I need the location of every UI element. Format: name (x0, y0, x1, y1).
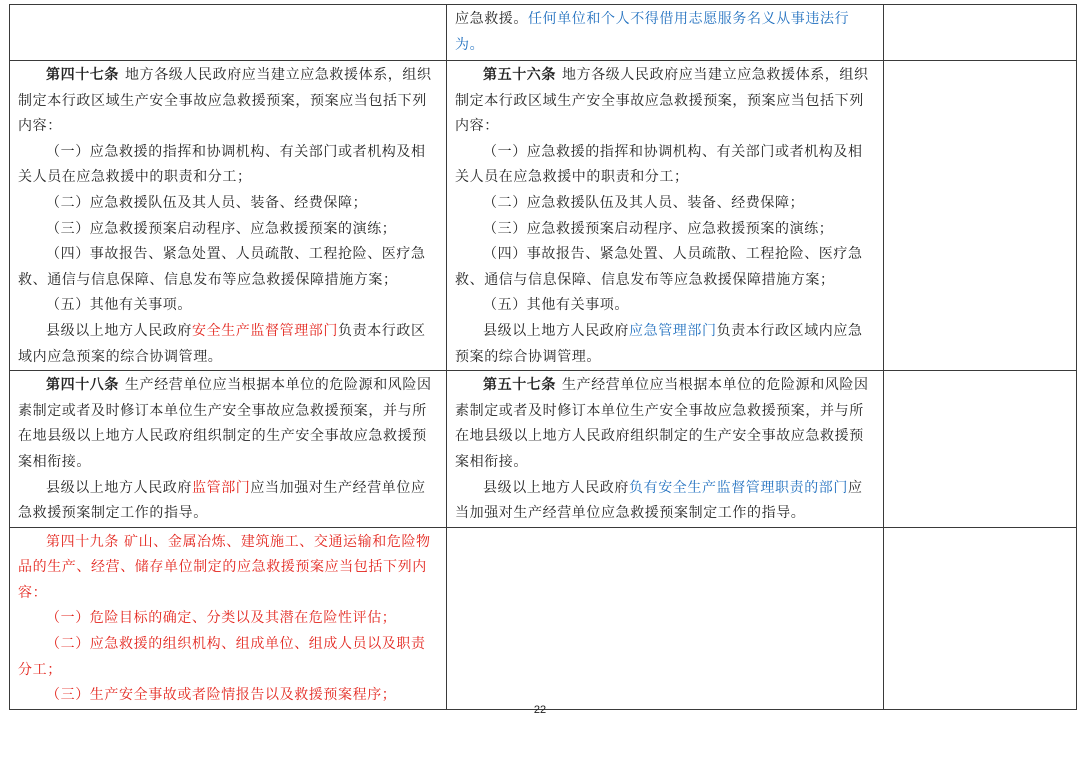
note-cell (884, 527, 1077, 709)
new-text-cell (447, 371, 884, 528)
note-cell (884, 371, 1077, 528)
list-item: （四）事故报告、紧急处置、人员疏散、工程抢险、医疗急救、通信与信息保障、信息发布等应急救援保障措施方案； (455, 246, 863, 288)
table-row (10, 527, 1077, 709)
table-row (10, 5, 1077, 61)
note-cell (884, 5, 1077, 61)
list-item: （一）危险目标的确定、分类以及其潜在危险性评估； (46, 610, 397, 627)
paragraph-text: 应当加强对生产经营单位应急救援预案制定工作的指导。 (455, 479, 863, 522)
deleted-text: 安全生产监督管理部门 (192, 322, 338, 339)
deleted-article: 第四十九条 矿山、金属冶炼、建筑施工、交通运输和危险物品的生产、经营、储存单位制定的应急救援预案应当包括下列内容： (18, 533, 431, 601)
note-cell (884, 61, 1077, 371)
new-text-cell (447, 61, 884, 371)
paragraph-text: 负责本行政区域内应急预案的综合协调管理。 (18, 322, 426, 365)
paragraph-text: 应当加强对生产经营单位应急救援预案制定工作的指导。 (18, 479, 426, 522)
old-text-cell (10, 61, 447, 371)
list-item: （二）应急救援队伍及其人员、装备、经费保障； (46, 194, 368, 211)
page-number: 22 (533, 704, 547, 716)
list-item: （二）应急救援的组织机构、组成单位、组成人员以及职责分工； (18, 636, 426, 678)
list-item: （五）其他有关事项。 (46, 297, 192, 314)
amended-text: 应急管理部门 (629, 322, 717, 339)
list-item: （三）应急救援预案启动程序、应急救援预案的演练； (46, 220, 397, 237)
comparison-table (9, 4, 1077, 710)
new-text: 应急救援。 (455, 11, 528, 27)
list-item: （一）应急救援的指挥和协调机构、有关部门或者机构及相关人员在应急救援中的职责和分工； (455, 143, 863, 186)
article-number: 第四十八条 (46, 377, 119, 394)
new-text-cell (447, 5, 884, 61)
list-item: （三）应急救援预案启动程序、应急救援预案的演练； (483, 220, 834, 237)
article-intro: 生产经营单位应当根据本单位的危险源和风险因素制定或者及时修订本单位生产安全事故应急救援预案，并与所在地县级以上地方人民政府组织制定的生产安全事故应急救援预案相衔接。 (18, 377, 432, 470)
old-text-cell (10, 527, 447, 709)
new-text-highlight: 任何单位和个人不得借用志愿服务名义从事违法行为。 (455, 11, 850, 53)
paragraph-text: 县级以上地方人民政府 (483, 479, 629, 496)
article-intro: 地方各级人民政府应当建立应急救援体系，组织制定本行政区域生产安全事故应急救援预案，预案应当包括下列内容： (18, 67, 432, 135)
paragraph-text: 县级以上地方人民政府 (46, 322, 192, 339)
list-item: （一）应急救援的指挥和协调机构、有关部门或者机构及相关人员在应急救援中的职责和分工； (18, 143, 426, 186)
new-text-cell (447, 527, 884, 709)
list-item: （五）其他有关事项。 (483, 297, 629, 314)
article-intro: 生产经营单位应当根据本单位的危险源和风险因素制定或者及时修订本单位生产安全事故应急救援预案，并与所在地县级以上地方人民政府组织制定的生产安全事故应急救援预案相衔接。 (455, 377, 869, 470)
list-item: （二）应急救援队伍及其人员、装备、经费保障； (483, 194, 805, 211)
table-row (10, 371, 1077, 528)
deleted-text: 监管部门 (192, 479, 251, 496)
article-number: 第五十六条 (483, 67, 556, 83)
article-number: 第五十七条 (483, 377, 556, 394)
old-text-cell (10, 371, 447, 528)
article-intro: 地方各级人民政府应当建立应急救援体系，组织制定本行政区域生产安全事故应急救援预案，预案应当包括下列内容： (455, 67, 869, 135)
list-item: （四）事故报告、紧急处置、人员疏散、工程抢险、医疗急救、通信与信息保障、信息发布等应急救援保障措施方案； (18, 246, 426, 288)
paragraph-text: 县级以上地方人民政府 (46, 479, 192, 496)
paragraph-text: 负责本行政区域内应急预案的综合协调管理。 (455, 322, 863, 365)
table-row (10, 61, 1077, 371)
paragraph-text: 县级以上地方人民政府 (483, 322, 629, 339)
article-number: 第四十七条 (46, 67, 119, 83)
list-item: （三）生产安全事故或者险情报告以及救援预案程序； (46, 687, 397, 704)
amended-text: 负有安全生产监督管理职责的部门 (629, 479, 848, 496)
old-text-cell (10, 5, 447, 61)
